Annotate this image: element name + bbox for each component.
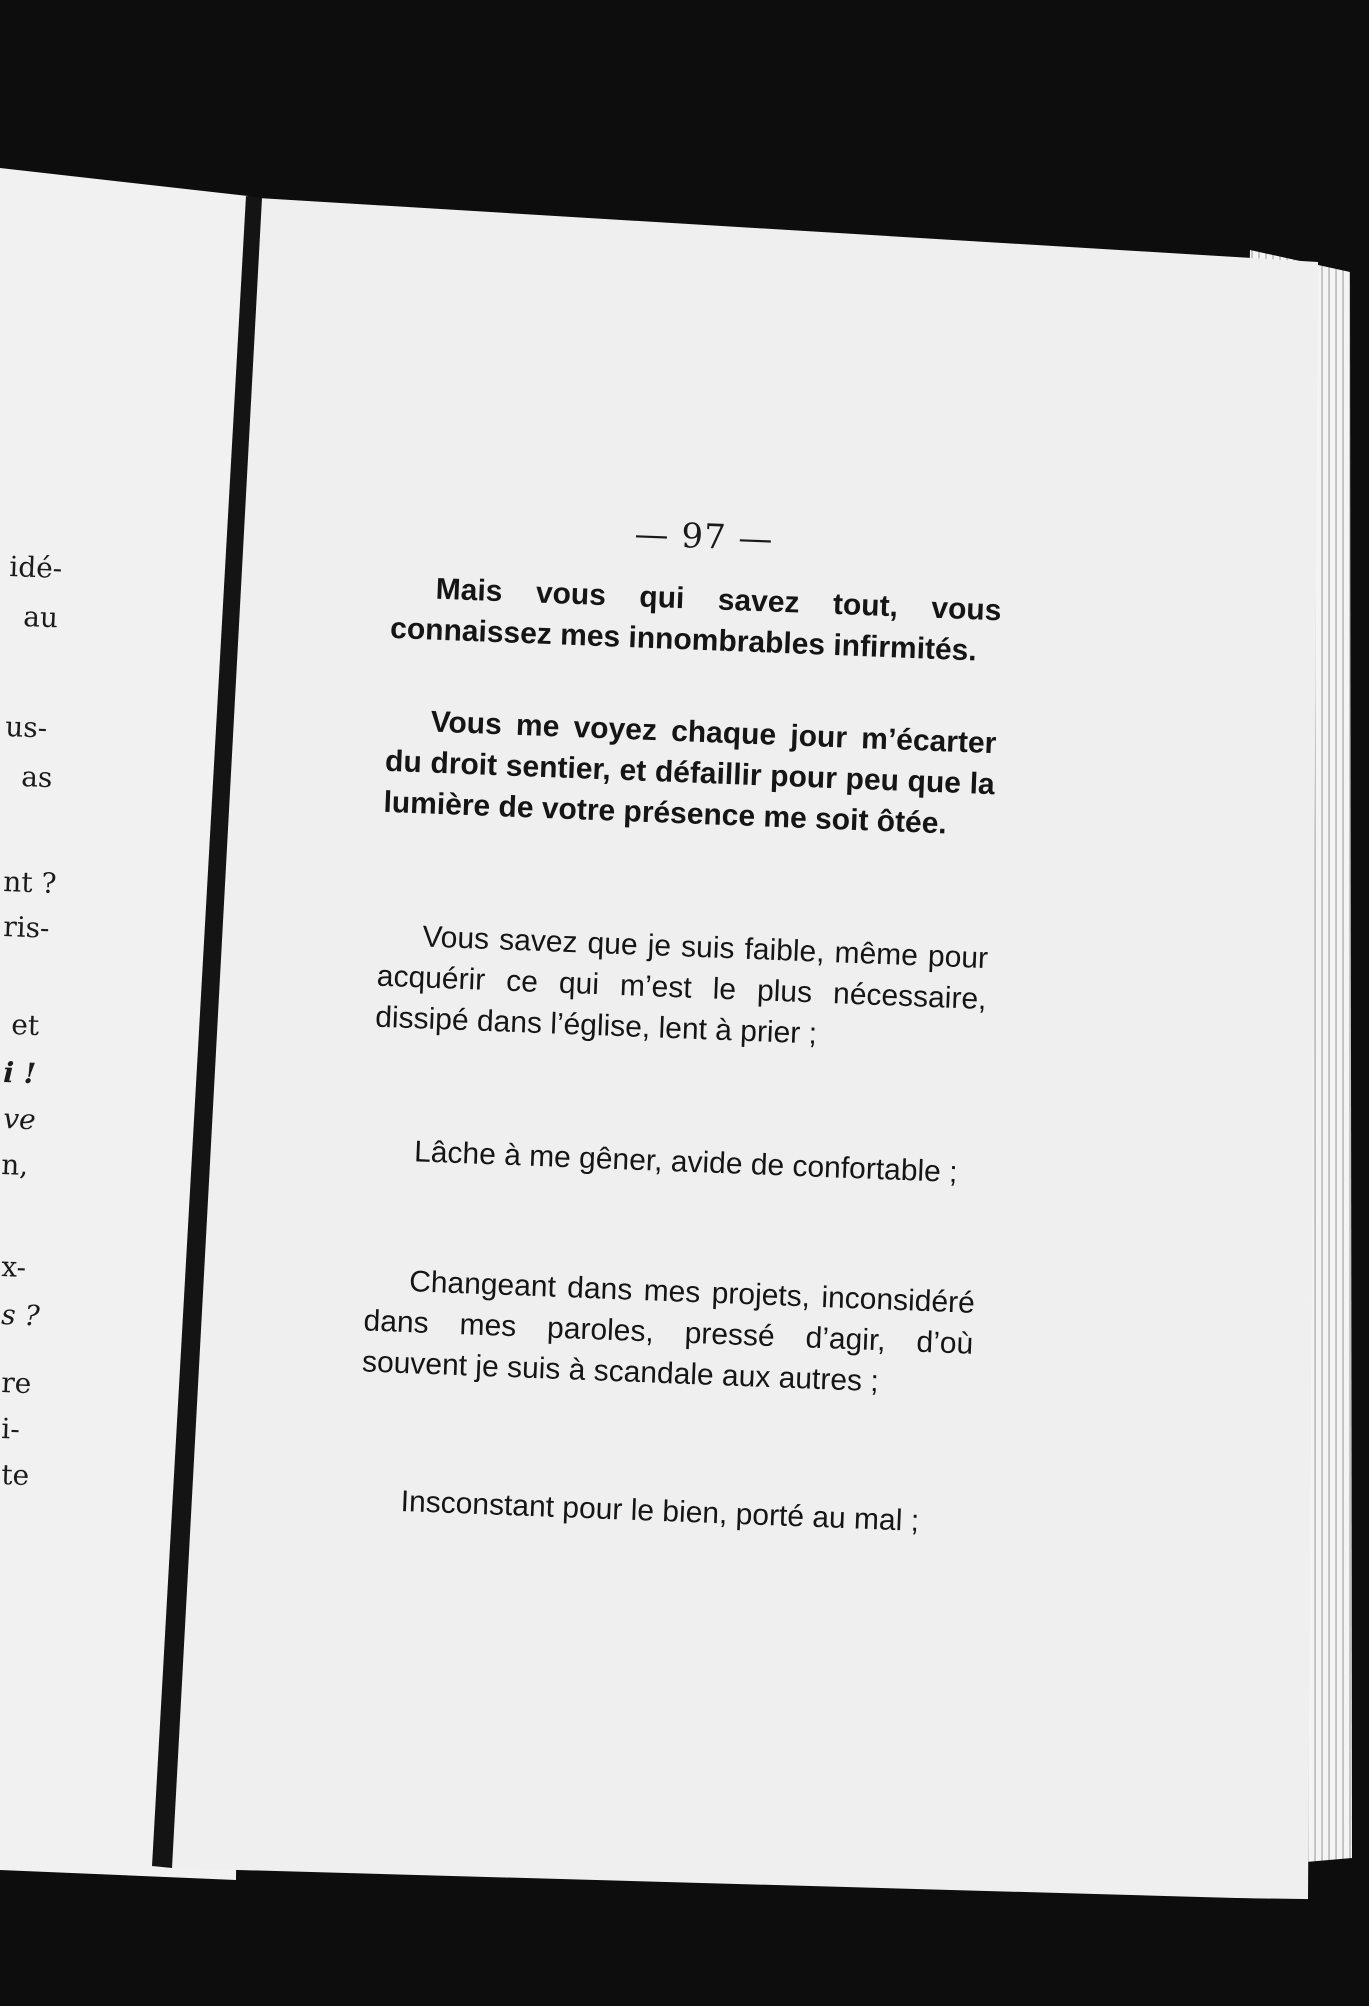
left-fragment: au [22, 600, 59, 635]
left-fragment: as [20, 760, 54, 795]
page-number: — 97 — [633, 514, 775, 560]
paragraph: Vous me voyez chaque jour m’écarter du droit sentier, et défaillir pour peu que la lumière de votre présence me soit ôtée. [382, 705, 997, 841]
paragraph: Lâche à me gêner, avide de confortable ; [413, 1135, 959, 1190]
left-fragment: i- [0, 1412, 21, 1446]
left-fragment: idé- [8, 550, 63, 586]
paragraph: Changeant dans mes projets, inconsidéré dans mes paroles, pressé d’agir, d’où souvent je suis à scandale aux autres ; [361, 1265, 976, 1399]
paragraph: Mais vous qui savez tout, vous connaissez mes innombrables infirmités. [389, 572, 1003, 668]
left-fragment: x- [0, 1250, 27, 1284]
left-fragment: s ? [0, 1298, 41, 1333]
left-fragment: n, [0, 1148, 29, 1183]
left-fragment: et [10, 1008, 40, 1043]
left-fragment: nt ? [2, 865, 58, 901]
left-fragment: re [0, 1366, 32, 1401]
paragraph: Insconstant pour le bien, porté au mal ; [400, 1484, 920, 1538]
left-fragment: i ! [2, 1056, 37, 1091]
left-fragment: te [0, 1458, 30, 1493]
left-fragment: ris- [2, 910, 51, 945]
left-fragment: ve [2, 1102, 37, 1137]
paragraph: Vous savez que je suis faible, même pour acquérir ce qui m’est le plus nécessaire, dissipé dans l’église, lent à prier ; [374, 920, 989, 1051]
left-fragment: us- [4, 710, 48, 745]
